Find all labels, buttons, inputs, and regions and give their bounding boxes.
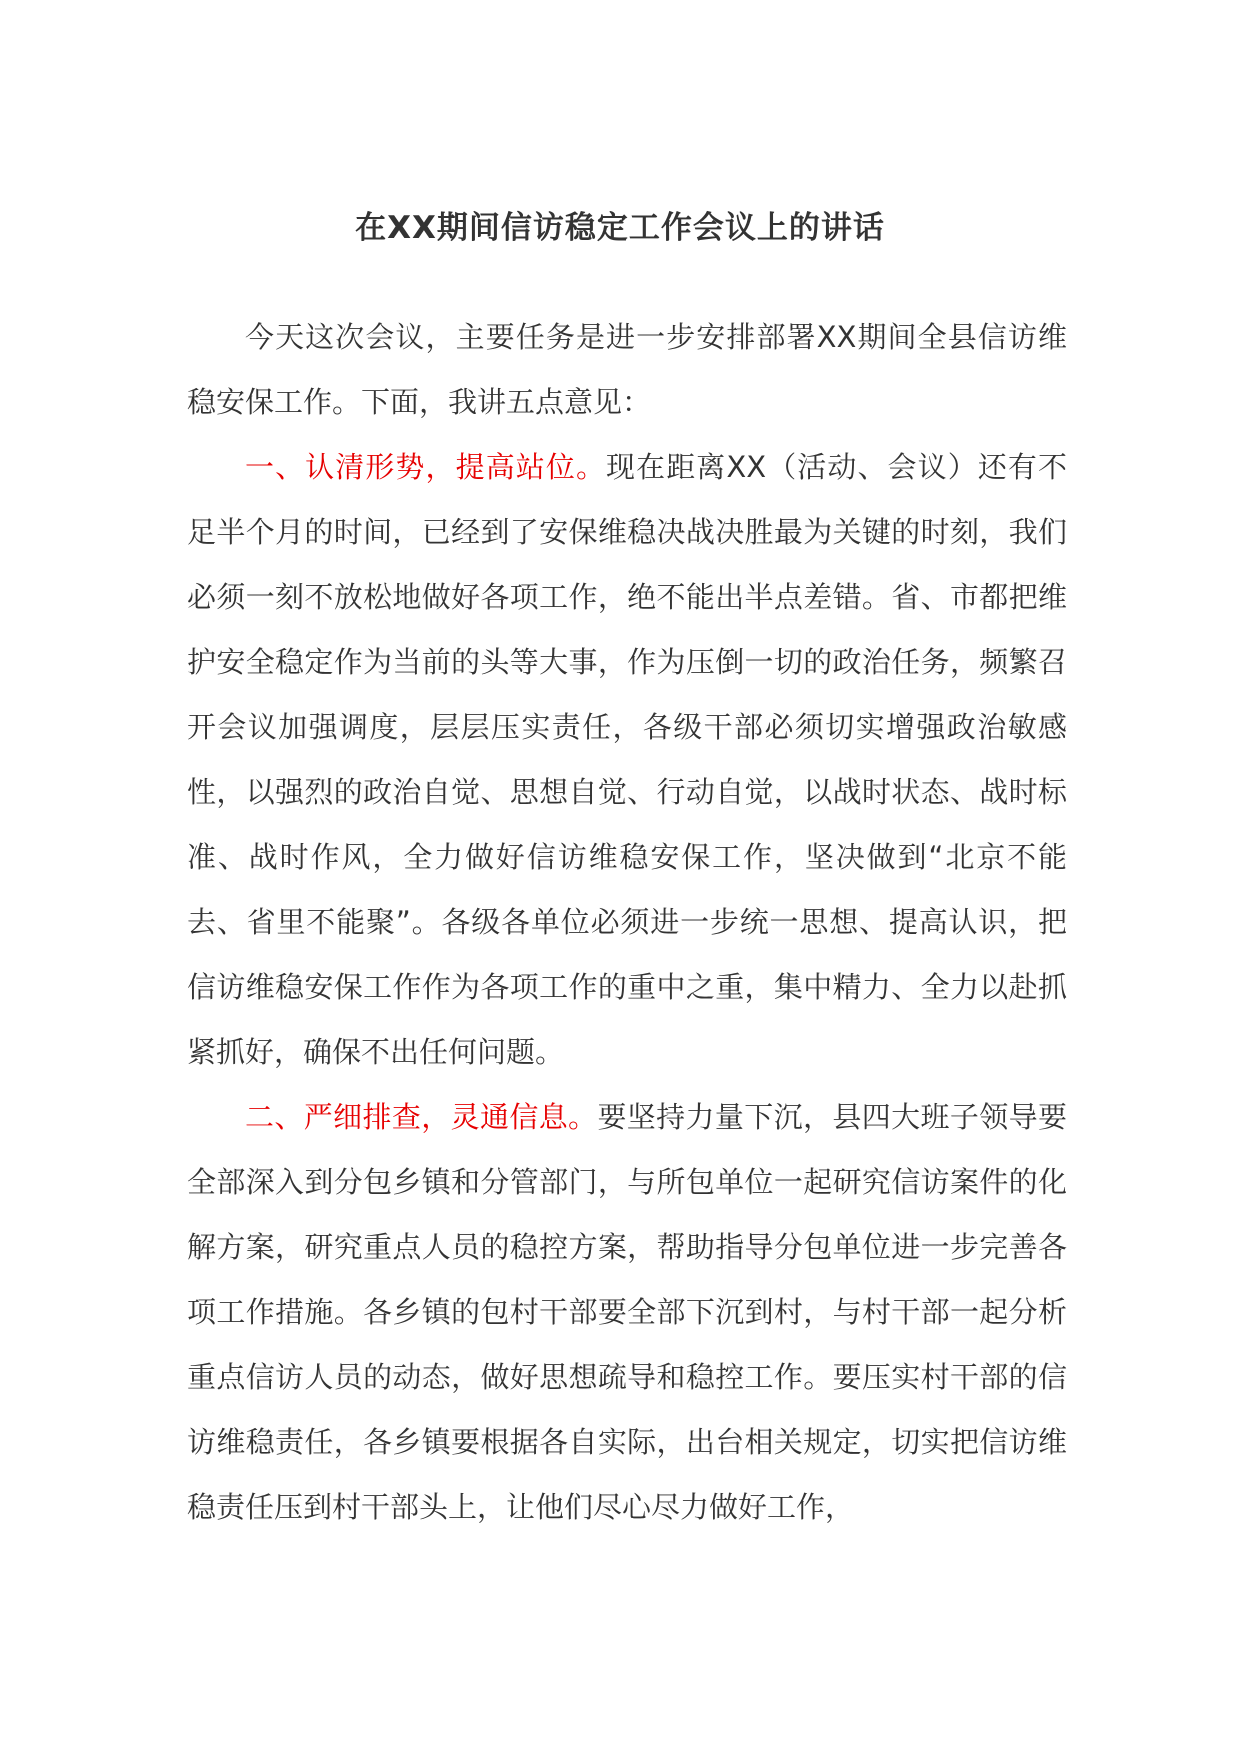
paragraph-section-2 <box>187 1085 1067 1540</box>
section-heading: 二、严细排查，灵通信息。 <box>245 1100 598 1134</box>
paragraph-intro <box>187 305 1067 435</box>
paragraph-section-1 <box>187 435 1067 1085</box>
document-title: 在XX期间信访稳定工作会议上的讲话 <box>355 210 885 246</box>
section-heading: 一、认清形势，提高站位。 <box>245 450 607 484</box>
paragraph-text: 现在距离XX（活动、会议）还有不足半个月的时间，已经到了安保维稳决战决胜最为关键的时刻，我们必须一刻不放松地做好各项工作，绝不能出半点差错。省、市都把维护安全稳定作为当前的头等大事，作为压倒一切的政治任务，频繁召开会议加强调度，层层压实责任，各级干部必须切实增强政治敏感性，以强烈的政治自觉、思想自觉、行动自觉，以战时状态、战时标准、战时作风，全力做好信访维稳安保工作，坚决做到“北京不能去、省里不能聚”。各级各单位必须进一步统一思想、提高认识，把信访维稳安保工作作为各项工作的重中之重，集中精力、全力以赴抓紧抓好，确保不出任何问题。 <box>187 450 1067 1069</box>
paragraph-text: 今天这次会议，主要任务是进一步安排部署XX期间全县信访维稳安保工作。下面，我讲五点意见： <box>187 320 1067 419</box>
document-body <box>187 305 1067 1540</box>
paragraph-text: 要坚持力量下沉，县四大班子领导要全部深入到分包乡镇和分管部门，与所包单位一起研究信访案件的化解方案，研究重点人员的稳控方案，帮助指导分包单位进一步完善各项工作措施。各乡镇的包村干部要全部下沉到村，与村干部一起分析重点信访人员的动态，做好思想疏导和稳控工作。要压实村干部的信访维稳责任，各乡镇要根据各自实际，出台相关规定，切实把信访维稳责任压到村干部头上，让他们尽心尽力做好工作， <box>187 1100 1067 1524</box>
